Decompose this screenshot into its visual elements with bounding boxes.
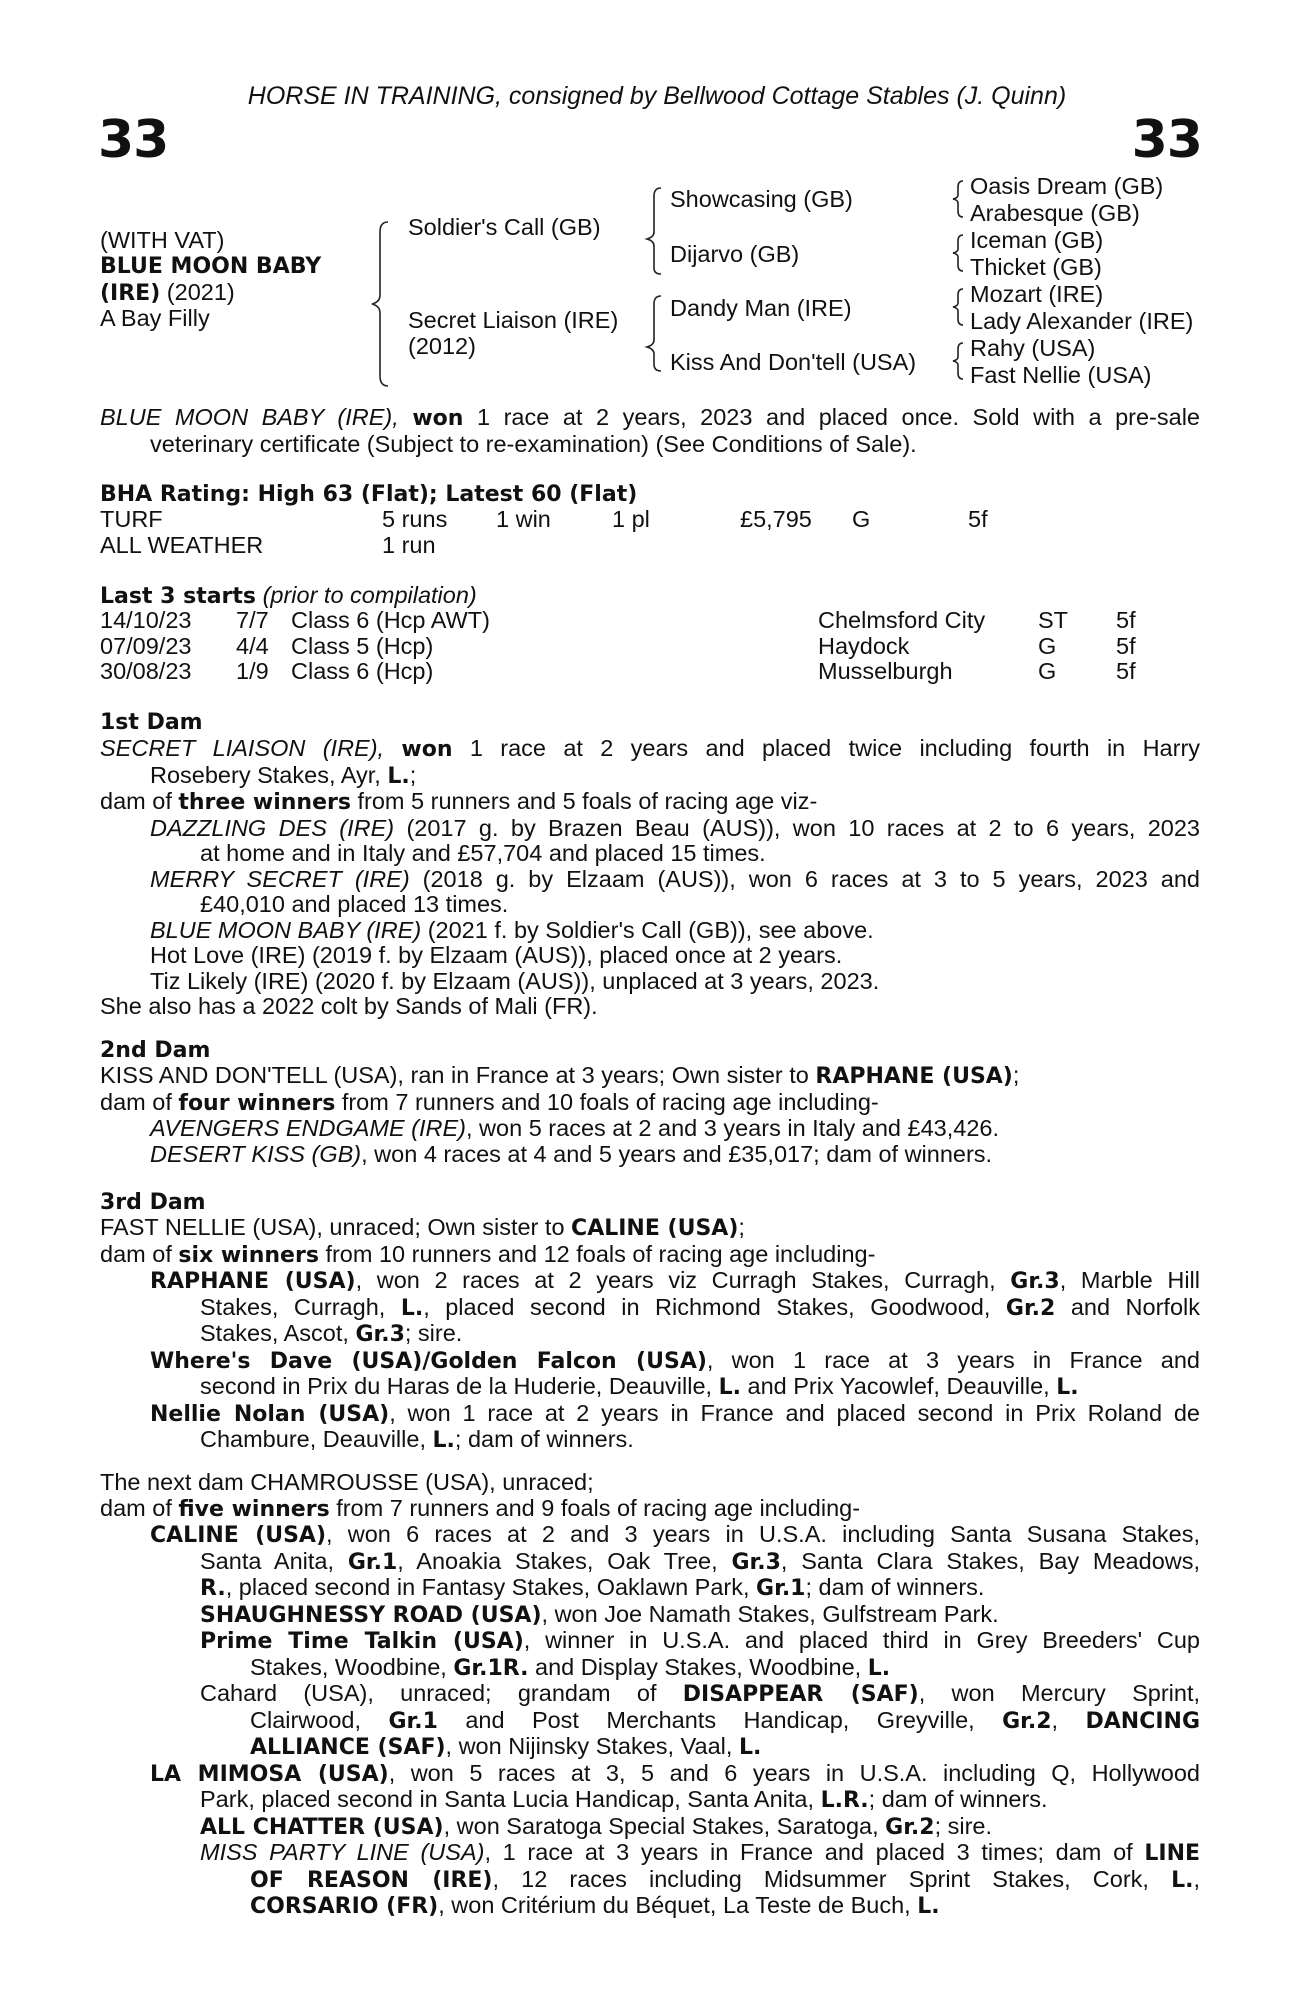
brace-dam bbox=[647, 296, 661, 371]
next-dam-progeny-cont: OF REASON (IRE), 12 races including Midsummer Sprint Stakes, Cork, L., bbox=[250, 1865, 1200, 1893]
table-row: 07/09/23 4/4 Class 5 (Hcp) Haydock G 5f bbox=[100, 632, 1136, 659]
lot-number-right: 33 bbox=[1131, 110, 1202, 170]
dam1-progeny: MERRY SECRET (IRE) (2018 g. by Elzaam (AUS)), won 6 races at 3 to 5 years, 2023 and bbox=[150, 865, 1200, 892]
next-dam-progeny: SHAUGHNESSY ROAD (USA), won Joe Namath Stakes, Gulfstream Park. bbox=[200, 1600, 999, 1628]
dam1-progeny: Tiz Likely (IRE) (2020 f. by Elzaam (AUS)), unplaced at 3 years, 2023. bbox=[150, 967, 880, 994]
dam3-progeny: Nellie Nolan (USA), won 1 race at 2 years in France and placed second in Prix Roland de bbox=[150, 1399, 1200, 1427]
summary-line-1: BLUE MOON BABY (IRE), won 1 race at 2 years, 2023 and placed once. Sold with a pre-sale bbox=[100, 404, 1200, 431]
dam3-progeny-cont: second in Prix du Haras de la Huderie, Deauville, L. and Prix Yacowlef, Deauville, L. bbox=[200, 1373, 1079, 1400]
dam3-progeny: RAPHANE (USA), won 2 races at 2 years viz Curragh Stakes, Curragh, Gr.3, Marble Hill bbox=[150, 1267, 1200, 1294]
page-header: HORSE IN TRAINING, consigned by Bellwood Cottage Stables (J. Quinn) bbox=[247, 82, 1067, 110]
dam1-progeny-cont: at home and in Italy and £57,704 and placed 15 times. bbox=[200, 840, 766, 866]
brace-g4 bbox=[953, 343, 963, 379]
dam3-line: dam of six winners from 10 runners and 12 foals of racing age including- bbox=[100, 1240, 876, 1268]
vat-label: (WITH VAT) bbox=[100, 227, 225, 253]
dam2-heading: 2nd Dam bbox=[100, 1038, 211, 1063]
dam2-progeny: AVENGERS ENDGAME (IRE), won 5 races at 2 and 3 years in Italy and £43,426. bbox=[150, 1115, 1000, 1141]
dam1-line: Rosebery Stakes, Ayr, L.; bbox=[150, 761, 417, 789]
dam1-note: She also has a 2022 colt by Sands of Mali (FR). bbox=[100, 993, 598, 1019]
rating-table bbox=[100, 507, 988, 558]
pedigree-dam-sire: Dandy Man (IRE) bbox=[670, 295, 852, 321]
next-dam-progeny: MISS PARTY LINE (USA), 1 race at 3 years in France and placed 3 times; dam of LINE bbox=[200, 1839, 1201, 1866]
pedigree-g6: Lady Alexander (IRE) bbox=[970, 308, 1194, 334]
dam1-heading: 1st Dam bbox=[100, 710, 203, 735]
summary-line-2: veterinary certificate (Subject to re-examination) (See Conditions of Sale). bbox=[150, 430, 917, 457]
dam2-line: dam of four winners from 7 runners and 10 foals of racing age including- bbox=[100, 1088, 879, 1116]
pedigree-dam-year: (2012) bbox=[408, 333, 476, 359]
next-dam-progeny-cont: ALLIANCE (SAF), won Nijinsky Stakes, Vaal, L. bbox=[250, 1733, 762, 1760]
dam1-progeny: DAZZLING DES (IRE) (2017 g. by Brazen Beau (AUS)), won 10 races at 2 to 6 years, 2023 bbox=[150, 814, 1201, 841]
last-starts-heading: Last 3 starts (prior to compilation) bbox=[100, 582, 477, 609]
pedigree-sire-sire: Showcasing (GB) bbox=[670, 186, 853, 212]
pedigree-sire: Soldier's Call (GB) bbox=[408, 214, 601, 240]
next-dam-line: dam of five winners from 7 runners and 9 foals of racing age including- bbox=[100, 1494, 861, 1522]
dam3-progeny: Where's Dave (USA)/Golden Falcon (USA), won 1 race at 3 years in France and bbox=[150, 1346, 1200, 1374]
next-dam-progeny: Prime Time Talkin (USA), winner in U.S.A. and placed third in Grey Breeders' Cup bbox=[200, 1627, 1200, 1654]
next-dam-progeny: Cahard (USA), unraced; grandam of DISAPPEAR (SAF), won Mercury Sprint, bbox=[200, 1680, 1201, 1707]
brace-main bbox=[372, 222, 388, 386]
dam2-progeny: DESERT KISS (GB), won 4 races at 4 and 5 years and £35,017; dam of winners. bbox=[150, 1140, 993, 1167]
pedigree-g5: Mozart (IRE) bbox=[970, 281, 1104, 307]
next-dam-progeny: ALL CHATTER (USA), won Saratoga Special Stakes, Saratoga, Gr.2; sire. bbox=[200, 1812, 993, 1840]
lot-number-left: 33 bbox=[98, 110, 169, 170]
pedigree-g8: Fast Nellie (USA) bbox=[970, 362, 1152, 388]
horse-description: A Bay Filly bbox=[100, 305, 210, 331]
pedigree-dam-dam: Kiss And Don'tell (USA) bbox=[670, 349, 917, 375]
rating-heading: BHA Rating: High 63 (Flat); Latest 60 (Flat) bbox=[100, 482, 638, 507]
next-dam-progeny-cont: CORSARIO (FR), won Critérium du Béquet, La Teste de Buch, L. bbox=[250, 1892, 940, 1919]
brace-sire bbox=[647, 188, 661, 274]
horse-name-suffix: (IRE) (2021) bbox=[100, 279, 235, 306]
pedigree-g1: Oasis Dream (GB) bbox=[970, 173, 1164, 199]
dam1-progeny-cont: £40,010 and placed 13 times. bbox=[200, 891, 509, 917]
pedigree-g4: Thicket (GB) bbox=[970, 254, 1102, 280]
rating-row: TURF 5 runs 1 win 1 pl £5,795 G 5f bbox=[100, 506, 988, 532]
dam3-line: FAST NELLIE (USA), unraced; Own sister to CALINE (USA); bbox=[100, 1214, 745, 1241]
dam1-progeny: BLUE MOON BABY (IRE) (2021 f. by Soldier's Call (GB)), see above. bbox=[150, 916, 874, 943]
next-dam-progeny-cont: Stakes, Woodbine, Gr.1R. and Display Stakes, Woodbine, L. bbox=[250, 1653, 891, 1681]
dam3-progeny-cont: Stakes, Ascot, Gr.3; sire. bbox=[200, 1320, 463, 1347]
table-row: 14/10/23 7/7 Class 6 (Hcp AWT) Chelmsford City ST 5f bbox=[100, 607, 1136, 633]
brace-g1 bbox=[953, 181, 963, 217]
pedigree-sire-dam: Dijarvo (GB) bbox=[670, 241, 800, 267]
last-starts-table bbox=[100, 608, 1136, 685]
dam1-section bbox=[100, 736, 1200, 1020]
next-dam-progeny-cont: Santa Anita, Gr.1, Anoakia Stakes, Oak Tree, Gr.3, Santa Clara Stakes, Bay Meadows, bbox=[200, 1547, 1201, 1575]
dam1-line: SECRET LIAISON (IRE), won 1 race at 2 years and placed twice including fourth in Harry bbox=[100, 735, 1201, 762]
next-dam-progeny-cont: R., placed second in Fantasy Stakes, Oaklawn Park, Gr.1; dam of winners. bbox=[200, 1574, 985, 1601]
pedigree-g2: Arabesque (GB) bbox=[970, 200, 1140, 226]
horse-name: BLUE MOON BABY bbox=[100, 254, 322, 279]
dam3-progeny-cont: Chambure, Deauville, L.; dam of winners. bbox=[200, 1426, 634, 1453]
next-dam-progeny-cont: Park, placed second in Santa Lucia Handicap, Santa Anita, L.R.; dam of winners. bbox=[200, 1786, 1048, 1813]
table-row: 30/08/23 1/9 Class 6 (Hcp) Musselburgh G 5f bbox=[100, 658, 1136, 684]
summary-paragraph bbox=[100, 405, 1200, 457]
dam3-heading: 3rd Dam bbox=[100, 1190, 206, 1215]
dam1-progeny: Hot Love (IRE) (2019 f. by Elzaam (AUS)), placed once at 2 years. bbox=[150, 942, 843, 968]
next-dam-progeny: CALINE (USA), won 6 races at 2 and 3 years in U.S.A. including Santa Susana Stakes, bbox=[150, 1521, 1201, 1548]
next-dam-section bbox=[100, 1470, 1200, 1920]
next-dam-progeny-cont: Clairwood, Gr.1 and Post Merchants Handicap, Greyville, Gr.2, DANCING bbox=[250, 1706, 1201, 1734]
dam1-line: dam of three winners from 5 runners and 5 foals of racing age viz- bbox=[100, 788, 818, 815]
brace-g2 bbox=[953, 235, 963, 271]
next-dam-line: The next dam CHAMROUSSE (USA), unraced; bbox=[100, 1469, 594, 1495]
pedigree-dam: Secret Liaison (IRE) bbox=[408, 307, 619, 333]
brace-g3 bbox=[953, 289, 963, 325]
dam2-section bbox=[100, 1063, 1200, 1167]
next-dam-progeny: LA MIMOSA (USA), won 5 races at 3, 5 and 6 years in U.S.A. including Q, Hollywood bbox=[150, 1759, 1200, 1787]
dam3-section bbox=[100, 1215, 1200, 1454]
pedigree-g7: Rahy (USA) bbox=[970, 335, 1096, 361]
rating-row: ALL WEATHER 1 run bbox=[100, 531, 436, 558]
pedigree-g3: Iceman (GB) bbox=[970, 227, 1104, 253]
dam2-line: KISS AND DON'TELL (USA), ran in France at 3 years; Own sister to RAPHANE (USA); bbox=[100, 1062, 1020, 1089]
dam3-progeny-cont: Stakes, Curragh, L., placed second in Richmond Stakes, Goodwood, Gr.2 and Norfolk bbox=[200, 1293, 1200, 1321]
